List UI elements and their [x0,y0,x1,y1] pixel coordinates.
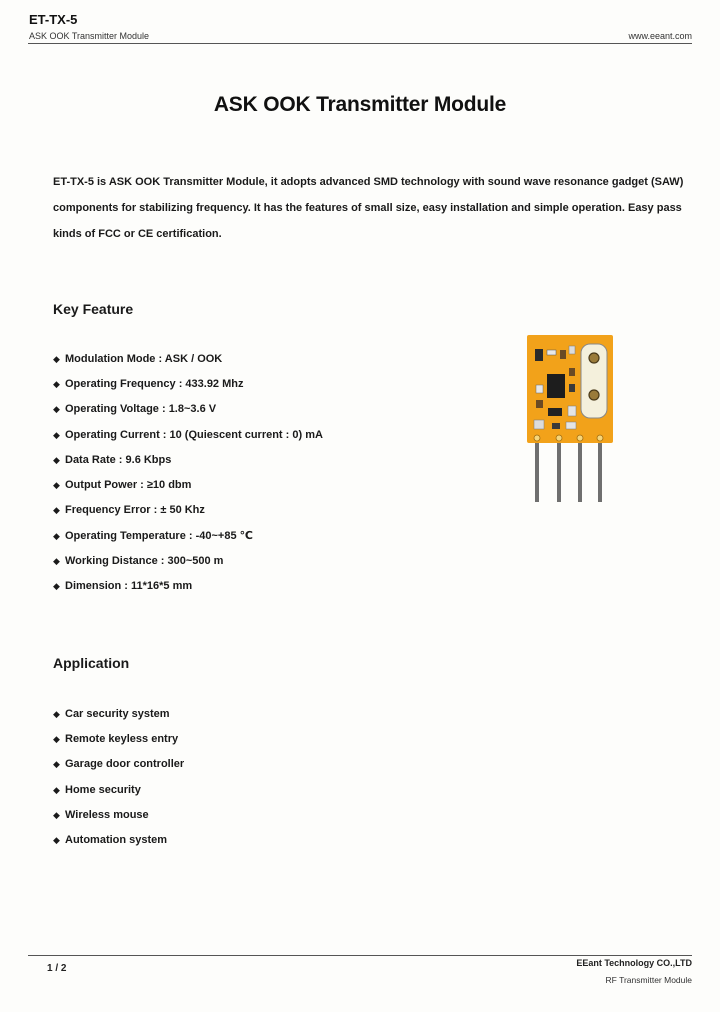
page-title: ASK OOK Transmitter Module [213,93,507,116]
list-item: ◆ Working Distance : 300~500 m [53,554,224,567]
key-feature-heading: Key Feature [53,301,134,317]
header-doc-code: ET-TX-5 [29,12,78,27]
header-subtitle: ASK OOK Transmitter Module [29,31,150,41]
list-item: ◆ Wireless mouse [53,808,149,821]
bullet-diamond-icon: ◆ [53,784,60,795]
module-photo [522,330,617,505]
bullet-diamond-icon: ◆ [53,580,60,591]
list-item: ◆ Dimension : 11*16*5 mm [53,579,193,592]
bullet-diamond-icon: ◆ [53,454,60,465]
module-pin [557,440,561,502]
module-pin [578,440,582,502]
list-item: ◆ Frequency Error : ± 50 Khz [53,504,205,517]
list-item: ◆ Automation system [53,833,168,846]
bullet-diamond-icon: ◆ [53,709,60,719]
module-ic-chip [547,374,565,398]
list-item: ◆ Operating Current : 10 (Quiescent current : 0) mA [53,428,323,441]
bullet-diamond-icon: ◆ [53,809,60,820]
bullet-diamond-icon: ◆ [53,479,60,490]
list-item: ◆ Operating Temperature : -40~+85 ℃ [53,530,253,543]
list-item: ◆ Operating Frequency : 433.92 Mhz [53,378,244,391]
application-list [53,708,184,859]
list-item: ◆ Car security system [53,708,170,720]
bullet-diamond-icon: ◆ [53,555,60,566]
bullet-diamond-icon: ◆ [53,404,60,415]
list-item: ◆ Data Rate : 9.6 Kbps [53,453,172,466]
key-feature-list [53,353,323,605]
intro-line: kinds of FCC or CE certification. [53,228,222,240]
bullet-diamond-icon: ◆ [53,759,60,770]
list-item: ◆ Garage door controller [53,758,185,771]
header-website-link[interactable]: www.eeant.com [628,31,692,41]
list-item: ◆ Operating Voltage : 1.8~3.6 V [53,403,217,416]
bullet-diamond-icon: ◆ [53,429,60,440]
bullet-diamond-icon: ◆ [53,531,60,542]
list-item: ◆ Remote keyless entry [53,733,179,746]
application-heading: Application [53,655,130,671]
footer-divider [28,955,692,956]
bullet-diamond-icon: ◆ [53,379,60,390]
list-item: ◆ Home security [53,783,141,796]
bullet-diamond-icon: ◆ [53,354,60,364]
module-pin [535,440,539,502]
header-divider [28,43,692,44]
intro-paragraph [53,169,684,247]
list-item: ◆ Output Power : ≥10 dbm [53,478,192,491]
bullet-diamond-icon: ◆ [53,505,60,516]
list-item: ◆ Modulation Mode : ASK / OOK [53,353,223,365]
intro-line: components for stabilizing frequency. It has the features of small size, easy installation and simple operation. Easy pass [53,202,682,214]
footer-page-number: 1 / 2 [47,963,67,974]
module-pin [598,440,602,502]
bullet-diamond-icon: ◆ [53,734,60,745]
bullet-diamond-icon: ◆ [53,834,60,845]
footer-company: EEant Technology CO.,LTD [576,958,692,968]
intro-line: ET-TX-5 is ASK OOK Transmitter Module, it adopts advanced SMD technology with sound wave resonance gadget (SAW) [53,176,684,188]
footer-subtitle: RF Transmitter Module [605,975,692,985]
